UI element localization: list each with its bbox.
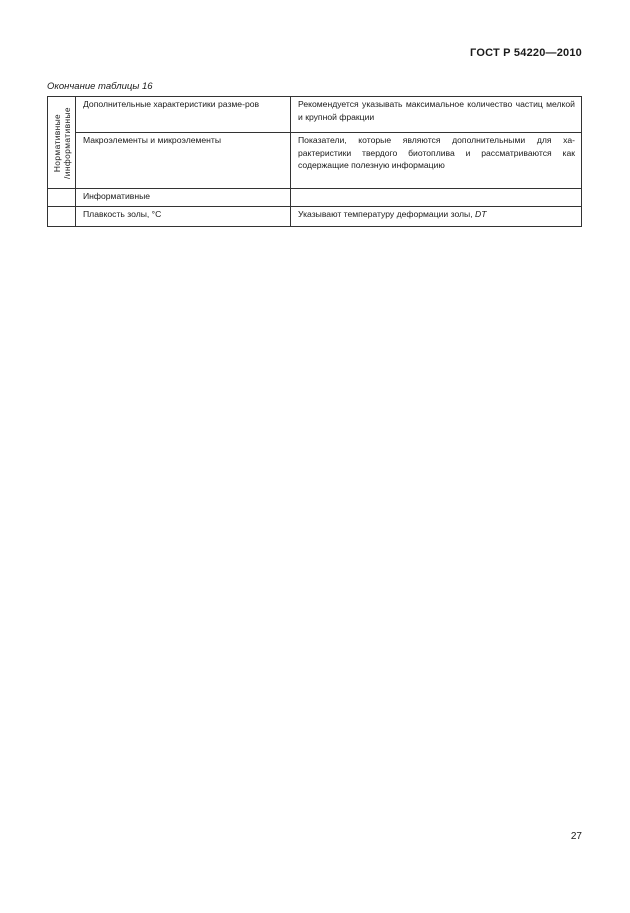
characteristics-table (47, 96, 582, 227)
characteristic-cell: Плавкость золы, °C (76, 207, 291, 227)
characteristic-cell: Макроэлементы и микроэлементы (76, 133, 291, 189)
note-text: Указывают температуру деформации золы, (298, 209, 476, 219)
empty-cell (48, 207, 76, 227)
table-row-section (48, 189, 582, 207)
side-label (52, 107, 72, 179)
section-label-cell: Информативные (76, 189, 291, 207)
note-cell (291, 207, 582, 227)
document-id: ГОСТ Р 54220—2010 (470, 47, 582, 59)
table-caption: Окончание таблицы 16 (47, 81, 153, 92)
side-label-cell (48, 97, 76, 189)
side-label-line1: Нормативные (51, 113, 62, 172)
table-row (48, 97, 582, 133)
note-cell: Показатели, которые являются дополнительными для ха-рактеристики твердого биотоплива и рассматриваются как содержащие полезную информацию (291, 133, 582, 189)
characteristic-cell: Дополнительные характеристики разме-ров (76, 97, 291, 133)
side-label-line2: /информативные (61, 106, 72, 179)
note-cell: Рекомендуется указывать максимальное количество частиц мелкой и крупной фракции (291, 97, 582, 133)
table-row (48, 207, 582, 227)
empty-cell (291, 189, 582, 207)
note-italic: DT (475, 209, 487, 219)
page-number: 27 (570, 831, 582, 842)
empty-cell (48, 189, 76, 207)
table-row (48, 133, 582, 189)
